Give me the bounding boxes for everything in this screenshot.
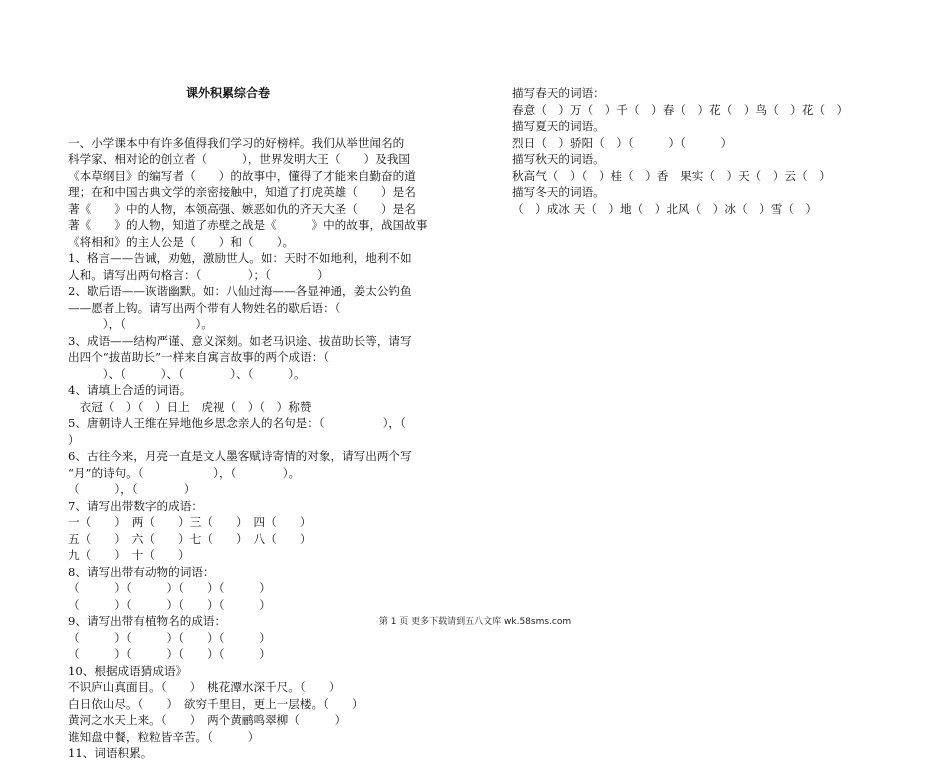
right-text-line: 秋高气（ ）（ ）桂（ ）香 果实（ ）天（ ）云（ ） xyxy=(512,168,831,183)
left-text-line: 8、请写出带有动物的词语： xyxy=(68,564,215,579)
right-text-line: 描写秋天的词语。 xyxy=(512,152,605,166)
left-text-line: 理；在和中国古典文学的亲密接触中，知道了打虎英雄（ ）是名 xyxy=(68,185,416,199)
left-text-line: ） xyxy=(68,432,80,447)
left-text-line: “月”的诗句。（ ），（ ）。 xyxy=(68,465,301,480)
left-question-list xyxy=(68,135,468,762)
left-text-line: 2、歇后语——诙谐幽默。如：八仙过海——各显神通，姜太公钓鱼 xyxy=(68,284,412,298)
right-text-line: 描写春天的词语： xyxy=(512,86,605,100)
left-text-line: 《将相和》的主人公是（ ）和（ ）。 xyxy=(68,234,295,249)
left-text-line: 黄河之水天上来。（ ） 两个黄鹂鸣翠柳（ ） xyxy=(68,713,347,727)
left-text-line: 3、成语——结构严谨、意义深刻。如老马识途、拔苗助长等，请写 xyxy=(68,333,412,348)
left-text-line: 著《 》的人物，知道了赤壁之战是《 》中的故事，战国故事 xyxy=(68,218,428,232)
left-text-line: 5、唐朝诗人王维在异地他乡思念亲人的名句是：（ ），（ xyxy=(68,416,406,430)
page-title: 课外积累综合卷 xyxy=(186,86,271,100)
left-text-line: 白日依山尽。（ ） 欲穷千里目，更上一层楼。（ ） xyxy=(68,696,364,711)
right-text-line: （ ）成冰 天（ ）地（ ）北风（ ）冰（ ）雪（ ） xyxy=(512,201,818,216)
left-text-line: 一（ ） 两（ ）三（ ） 四（ ） xyxy=(68,515,312,529)
left-text-line: 7、请写出带数字的成语： xyxy=(68,498,203,513)
right-question-list xyxy=(512,85,892,217)
left-text-line: 著《 》中的人物，本领高强、嫉恶如仇的齐天大圣（ ）是名 xyxy=(68,201,416,216)
left-column xyxy=(68,52,468,778)
page-footer: 第 1 页 更多下载请到五八文库 wk.58sms.com xyxy=(378,617,572,627)
left-text-line: 9、请写出带有植物名的成语： xyxy=(68,614,227,628)
left-text-line: （ ）（ ）（ ）（ ） xyxy=(68,647,271,661)
left-text-line: 衣冠（ ）（ ）日上 虎视（ ）（ ）称赞 xyxy=(68,399,312,414)
left-text-line: 九（ ） 十（ ） xyxy=(68,548,190,562)
left-text-line: 科学家、相对论的创立者（ ），世界发明大王（ ）及我国 xyxy=(68,152,411,166)
left-text-line: 出四个“拔苗助长”一样来自寓言故事的两个成语：（ xyxy=(68,350,330,364)
left-text-line: （ ）（ ）（ ）（ ） xyxy=(68,597,271,612)
left-text-line: 不识庐山真面目。（ ） 桃花潭水深千尺。（ ） xyxy=(68,680,341,694)
left-text-line: 6、古往今来，月亮一直是文人墨客赋诗寄情的对象，请写出两个写 xyxy=(68,449,412,463)
right-text-line: 描写冬天的词语。 xyxy=(512,185,605,199)
left-text-line: 11、词语积累。 xyxy=(68,746,153,760)
left-text-line: （ ）（ ）（ ）（ ） xyxy=(68,581,271,595)
left-text-line: ）、（ ）、（ ）、（ ）。 xyxy=(68,366,306,381)
left-text-line: （ ）（ ）（ ）（ ） xyxy=(68,630,271,645)
right-text-line: 描写夏天的词语。 xyxy=(512,119,605,133)
left-text-line: ），（ ）。 xyxy=(68,317,213,331)
left-text-line: 10、根据成语猜成语》 xyxy=(68,663,188,678)
right-text-line: 烈日（ ）骄阳（ ）（ ）（ ） xyxy=(512,135,733,150)
left-text-line: 1、格言——告诫，劝勉，激励世人。如：天时不如地利，地利不如 xyxy=(68,251,412,265)
left-text-line: 一、小学课本中有许多值得我们学习的好榜样。我们从举世闻名的 xyxy=(68,135,405,150)
left-text-line: （ ），（ ） xyxy=(68,482,196,496)
left-text-line: 4、请填上合适的词语。 xyxy=(68,383,192,397)
right-column xyxy=(512,52,892,234)
left-text-line: 谁知盘中餐，粒粒皆辛苦。（ ） xyxy=(68,729,260,744)
left-text-line: 《本草纲目》的编写者（ ）的故事中，懂得了才能来自勤奋的道 xyxy=(68,168,416,183)
left-text-line: 人和。请写出两句格言：（ ）；（ ） xyxy=(68,267,329,282)
left-text-line: 五（ ） 六（ ）七（ ） 八（ ） xyxy=(68,531,312,546)
right-text-line: 春意（ ）万（ ）千（ ）春（ ）花（ ）鸟（ ）花（ ） xyxy=(512,102,849,117)
left-text-line: ——愿者上钩。请写出两个带有人物姓名的歇后语：（ xyxy=(68,300,341,315)
